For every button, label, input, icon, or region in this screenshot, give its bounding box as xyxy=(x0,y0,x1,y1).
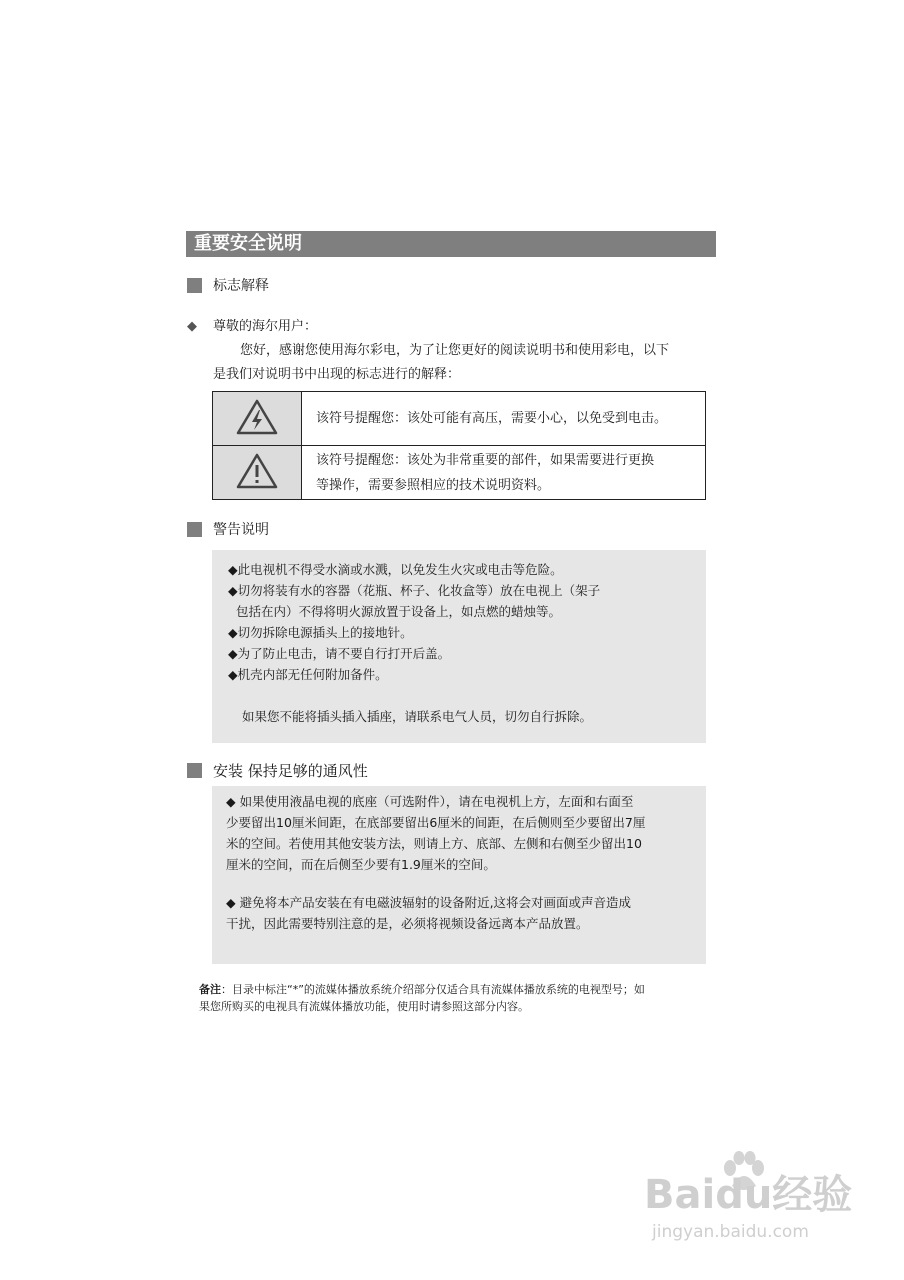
warning-line: 包括在内）不得将明火源放置于设备上，如点燃的蜡烛等。 xyxy=(228,604,561,619)
install-line: 干扰，因此需要特别注意的是，必须将视频设备远离本产品放置。 xyxy=(226,916,589,931)
symbol-description-line: 等操作，需要参照相应的技术说明资料。 xyxy=(316,477,551,493)
install-line: ◆ 避免将本产品安装在有电磁波辐射的设备附近,这将会对画面或声音造成 xyxy=(226,895,632,910)
footnote xyxy=(199,981,645,999)
warning-line: ◆机壳内部无任何附加备件。 xyxy=(228,667,388,682)
intro-line-1: 您好，感谢您使用海尔彩电，为了让您更好的阅读说明书和使用彩电，以下 xyxy=(240,343,670,358)
install-box xyxy=(212,786,706,964)
symbol-row xyxy=(213,446,706,500)
symbol-row xyxy=(213,392,706,446)
warning-closing: 如果您不能将插头插入插座，请联系电气人员，切勿自行拆除。 xyxy=(242,709,593,724)
warning-line: ◆切勿拆除电源插头上的接地针。 xyxy=(228,625,413,640)
install-line: ◆ 如果使用液晶电视的底座（可选附件），请在电视机上方，左面和右面至 xyxy=(226,794,634,809)
symbol-description xyxy=(302,392,706,446)
footnote-label: 备注 xyxy=(199,983,221,996)
watermark xyxy=(644,1150,884,1250)
install-line: 少要留出10厘米间距，在底部要留出6厘米的间距，在后侧则至少要留出7厘 xyxy=(226,815,646,830)
symbol-description xyxy=(302,446,706,500)
section-heading-label: 安装 保持足够的通风性 xyxy=(213,762,368,780)
warning-line: ◆为了防止电击，请不要自行打开后盖。 xyxy=(228,646,451,661)
warning-line: ◆切勿将装有水的容器（花瓶、杯子、化妆盒等）放在电视上（架子 xyxy=(228,583,601,598)
watermark-brand: Baidu经验 xyxy=(644,1172,853,1218)
section-heading-symbols xyxy=(187,277,487,295)
intro-line-2: 是我们对说明书中出现的标志进行的解释： xyxy=(213,367,461,382)
watermark-url: jingyan.baidu.com xyxy=(652,1222,809,1242)
section-heading-install xyxy=(187,762,587,780)
section-square-icon xyxy=(187,522,202,537)
symbol-icon-cell xyxy=(213,446,302,500)
warning-line: ◆此电视机不得受水滴或水溅，以免发生火灾或电击等危险。 xyxy=(228,562,563,577)
high-voltage-warning-icon xyxy=(235,398,279,436)
install-line: 米的空间。若使用其他安装方法，则请上方、底部、左侧和右侧至少留出10 xyxy=(226,836,642,851)
footnote-text: 果您所购买的电视具有流媒体播放功能，使用时请参照这部分内容。 xyxy=(199,1000,529,1013)
section-heading-label: 警告说明 xyxy=(213,522,269,538)
section-heading-warnings xyxy=(187,521,487,539)
install-line: 厘米的空间，而在后侧至少要有1.9厘米的空间。 xyxy=(226,857,496,872)
exclamation-warning-icon xyxy=(235,452,279,490)
warnings-box xyxy=(212,550,706,743)
page-title: 重要安全说明 xyxy=(186,231,716,257)
section-heading-label: 标志解释 xyxy=(213,278,269,294)
symbol-description-line: 该符号提醒您：该处为非常重要的部件，如果需要进行更换 xyxy=(316,452,655,468)
symbol-description-line: 该符号提醒您：该处可能有高压，需要小心，以免受到电击。 xyxy=(316,411,668,426)
symbol-table xyxy=(212,391,706,500)
section-square-icon xyxy=(187,278,202,293)
greeting xyxy=(187,315,317,339)
symbol-icon-cell xyxy=(213,392,302,446)
diamond-bullet-icon: ◆ xyxy=(187,319,197,334)
section-square-icon xyxy=(187,763,202,778)
greeting-text: 尊敬的海尔用户： xyxy=(213,319,318,334)
footnote-text: ：目录中标注“*”的流媒体播放系统介绍部分仅适合具有流媒体播放系统的电视型号；如 xyxy=(221,983,645,996)
